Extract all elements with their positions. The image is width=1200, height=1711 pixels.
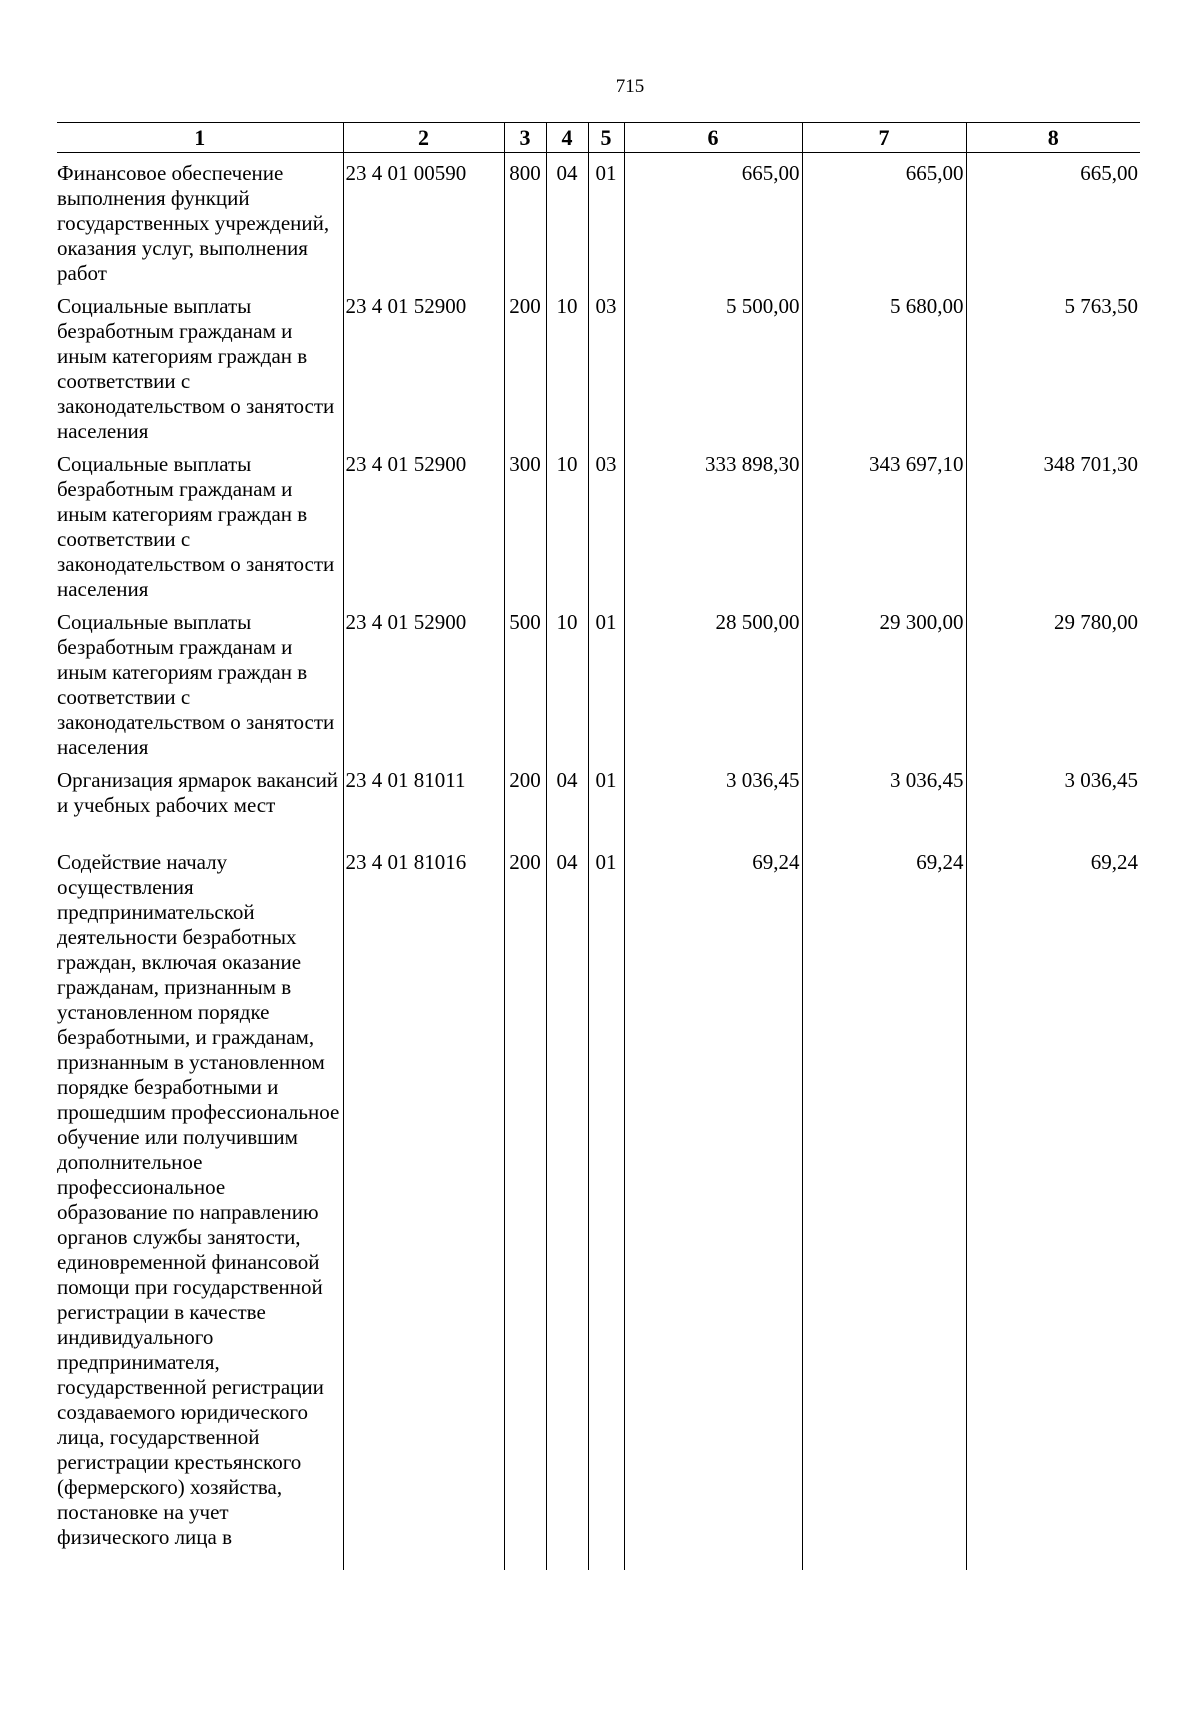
header-row: [57, 123, 1140, 153]
row-name: Социальные выплаты безработным гражданам и иным категориям граждан в соответствии с законодательством о занятости населения: [57, 610, 335, 759]
row-value-8: 665,00: [966, 153, 1140, 287]
row-code: 23 4 01 52900: [343, 286, 504, 444]
row-value-8: 29 780,00: [966, 602, 1140, 760]
row-col-4: 10: [546, 286, 588, 444]
row-value-7: 5 680,00: [802, 286, 966, 444]
table-row: [57, 286, 1140, 444]
row-col-3: 200: [504, 842, 546, 1570]
row-code: 23 4 01 52900: [343, 444, 504, 602]
row-value-6: 333 898,30: [624, 444, 802, 602]
row-col-5: 01: [588, 602, 624, 760]
row-col-5: 01: [588, 153, 624, 287]
row-code: 23 4 01 00590: [343, 153, 504, 287]
row-col-4: 04: [546, 842, 588, 1570]
row-value-7: 665,00: [802, 153, 966, 287]
row-col-3: 200: [504, 286, 546, 444]
row-name: Социальные выплаты безработным гражданам и иным категориям граждан в соответствии с законодательством о занятости населения: [57, 294, 335, 443]
row-value-7: 29 300,00: [802, 602, 966, 760]
row-name: Содействие началу осуществления предпринимательской деятельности безработных граждан, включая оказание гражданам, признанным в установленном порядке безработными, и гражданам, признанным в установленном порядке безработными и прошедшим профессиональное обучение или получившим дополнительное профессиональное образование по направлению органов службы занятости, единовременной финансовой помощи при государственной регистрации в качестве индивидуального предпринимателя, государственной регистрации создаваемого юридического лица, государственной регистрации крестьянского (фермерского) хозяйства, постановке на учет физического лица в: [57, 850, 340, 1549]
row-code: 23 4 01 81016: [343, 842, 504, 1570]
header-col-4: 4: [546, 123, 588, 153]
row-col-5: 03: [588, 444, 624, 602]
row-col-5: 03: [588, 286, 624, 444]
header-col-2: 2: [343, 123, 504, 153]
row-value-7: 3 036,45: [802, 760, 966, 842]
row-name: Социальные выплаты безработным гражданам и иным категориям граждан в соответствии с законодательством о занятости населения: [57, 452, 335, 601]
row-value-8: 3 036,45: [966, 760, 1140, 842]
row-value-8: 5 763,50: [966, 286, 1140, 444]
row-col-5: 01: [588, 760, 624, 842]
row-value-6: 5 500,00: [624, 286, 802, 444]
row-code: 23 4 01 81011: [343, 760, 504, 842]
row-value-6: 28 500,00: [624, 602, 802, 760]
budget-table: [57, 122, 1140, 1570]
table-row: [57, 760, 1140, 842]
header-col-8: 8: [966, 123, 1140, 153]
header-col-6: 6: [624, 123, 802, 153]
row-name: Финансовое обеспечение выполнения функций государственных учреждений, оказания услуг, выполнения работ: [57, 161, 330, 285]
header-col-5: 5: [588, 123, 624, 153]
row-value-7: 69,24: [802, 842, 966, 1570]
row-value-8: 348 701,30: [966, 444, 1140, 602]
row-code: 23 4 01 52900: [343, 602, 504, 760]
page-number: 715: [615, 76, 645, 97]
row-col-4: 04: [546, 153, 588, 287]
row-col-4: 04: [546, 760, 588, 842]
row-col-4: 10: [546, 444, 588, 602]
table-row: [57, 602, 1140, 760]
header-col-1: 1: [57, 123, 343, 153]
table-row: [57, 842, 1140, 1570]
row-value-7: 343 697,10: [802, 444, 966, 602]
row-col-3: 800: [504, 153, 546, 287]
row-col-3: 500: [504, 602, 546, 760]
header-col-3: 3: [504, 123, 546, 153]
row-value-8: 69,24: [966, 842, 1140, 1570]
row-value-6: 665,00: [624, 153, 802, 287]
row-value-6: 3 036,45: [624, 760, 802, 842]
row-col-3: 300: [504, 444, 546, 602]
table-row: [57, 444, 1140, 602]
row-col-3: 200: [504, 760, 546, 842]
row-col-5: 01: [588, 842, 624, 1570]
header-col-7: 7: [802, 123, 966, 153]
table-row: [57, 153, 1140, 287]
row-name: Организация ярмарок вакансий и учебных рабочих мест: [57, 768, 339, 817]
row-col-4: 10: [546, 602, 588, 760]
row-value-6: 69,24: [624, 842, 802, 1570]
